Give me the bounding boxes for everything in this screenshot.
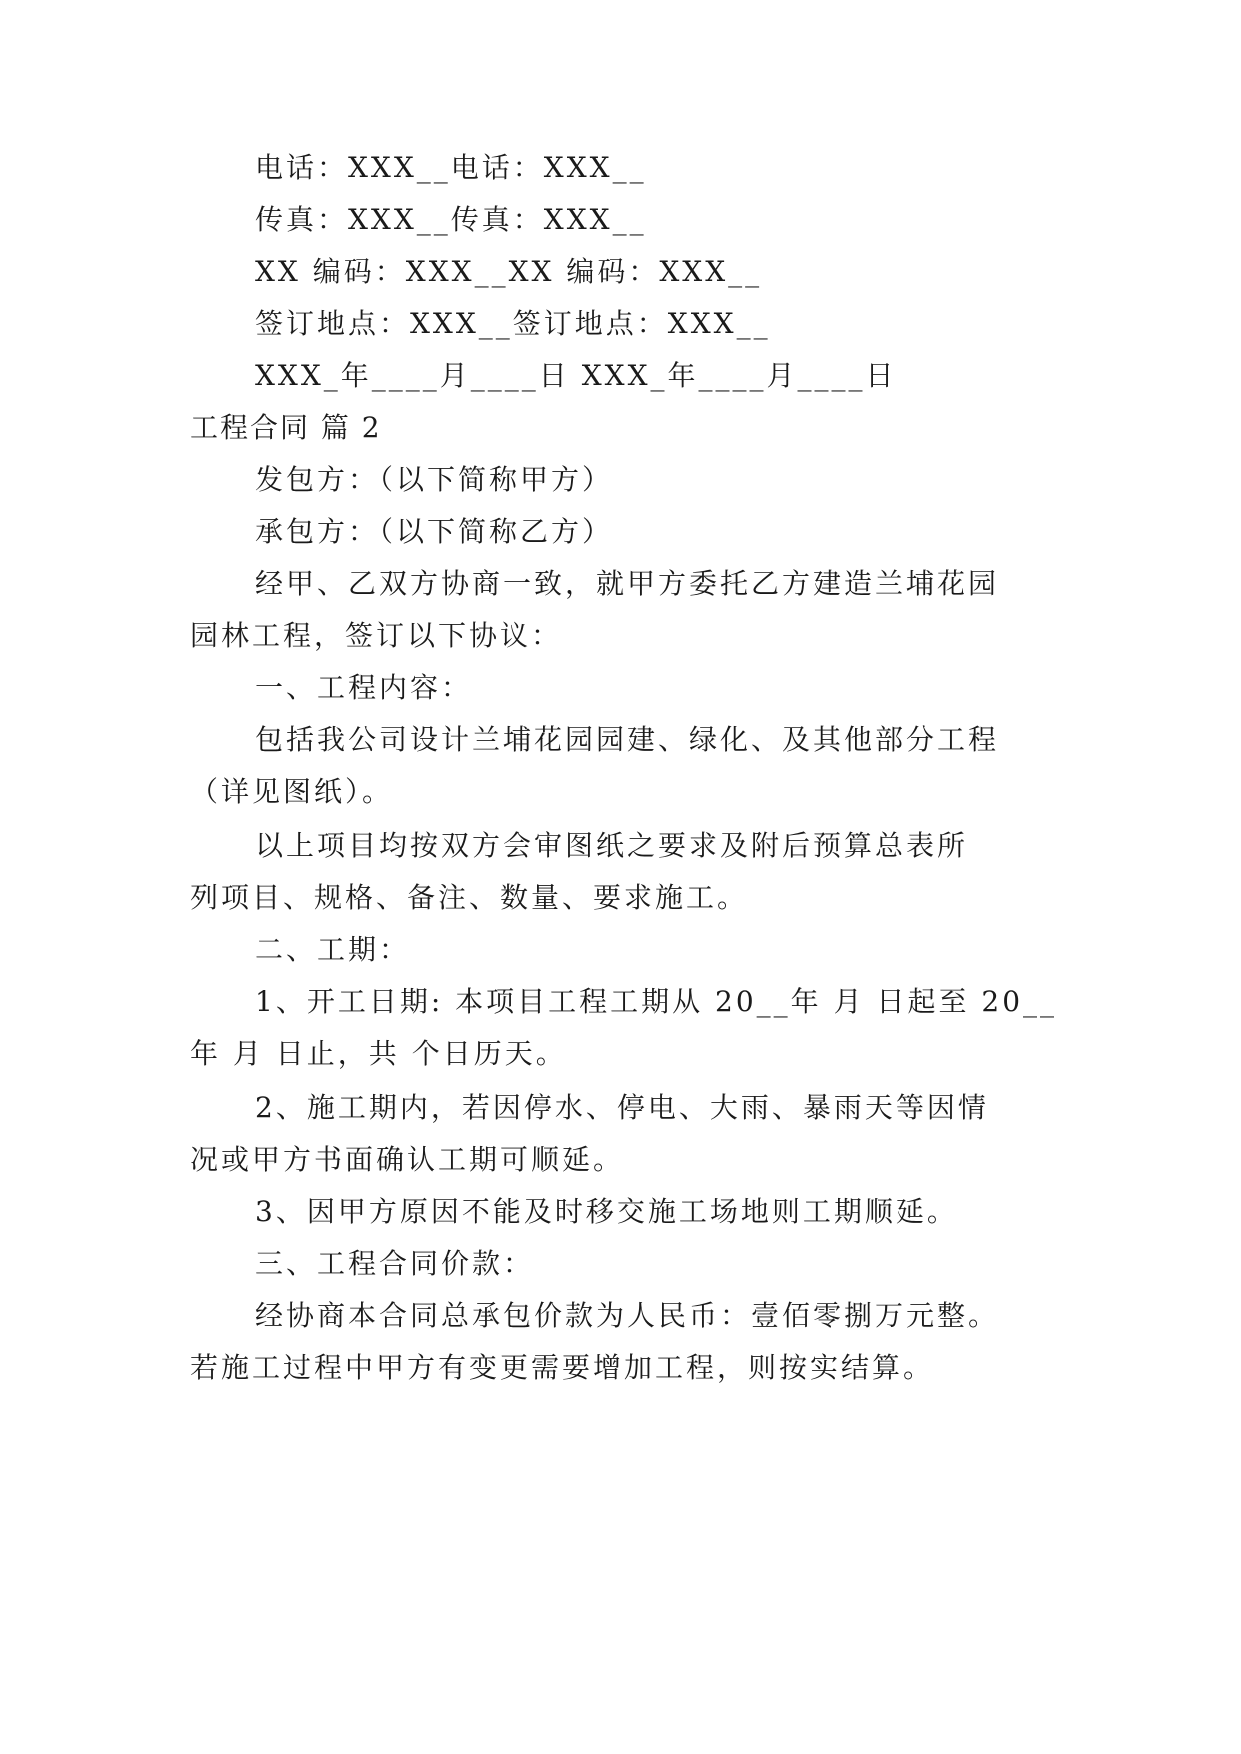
paragraph-line: 列项目、规格、备注、数量、要求施工。 xyxy=(190,881,749,914)
phone-line: 电话：XXX__电话：XXX__ xyxy=(255,151,647,184)
postcode-line: XX 编码：XXX__XX 编码：XXX__ xyxy=(255,255,763,288)
paragraph-line: 经甲、乙双方协商一致，就甲方委托乙方建造兰埔花园 xyxy=(255,567,1000,600)
paragraph-line: 3、因甲方原因不能及时移交施工场地则工期顺延。 xyxy=(255,1195,958,1228)
paragraph-line: 况或甲方书面确认工期可顺延。 xyxy=(190,1143,625,1176)
paragraph-line: 2、施工期内，若因停水、停电、大雨、暴雨天等因情 xyxy=(255,1091,989,1124)
signing-place-line: 签订地点：XXX__签订地点：XXX__ xyxy=(255,307,771,340)
paragraph-line: 经协商本合同总承包价款为人民币：壹佰零捌万元整。 xyxy=(255,1299,1000,1332)
paragraph-line: 若施工过程中甲方有变更需要增加工程，则按实结算。 xyxy=(190,1351,935,1384)
section-heading: 一、工程内容： xyxy=(255,671,473,704)
paragraph-line: 以上项目均按双方会审图纸之要求及附后预算总表所 xyxy=(255,829,969,862)
section-title: 工程合同 篇 2 xyxy=(190,411,382,444)
section-heading: 三、工程合同价款： xyxy=(255,1247,535,1280)
paragraph-line: 年 月 日止，共 个日历天。 xyxy=(190,1037,567,1070)
fax-line: 传真：XXX__传真：XXX__ xyxy=(255,203,647,236)
paragraph-line: 园林工程，签订以下协议： xyxy=(190,619,563,652)
party-b-line: 承包方：（以下简称乙方） xyxy=(255,515,614,548)
section-heading: 二、工期： xyxy=(255,933,411,966)
party-a-line: 发包方：（以下简称甲方） xyxy=(255,463,614,496)
paragraph-line: 包括我公司设计兰埔花园园建、绿化、及其他部分工程 xyxy=(255,723,1000,756)
paragraph-line: 1、开工日期: 本项目工程工期从 20__年 月 日起至 20__ xyxy=(255,985,1058,1018)
paragraph-line: （详见图纸）。 xyxy=(190,775,394,808)
date-line: XXX_年____月____日 XXX_年____月____日 xyxy=(255,359,897,392)
